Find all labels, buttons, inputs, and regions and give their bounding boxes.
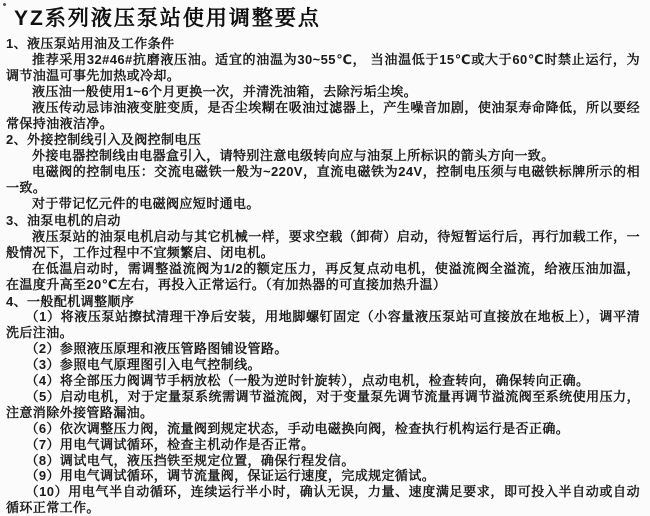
list-item-9: （9）用电气调试循环，调节流量阀，保证运行速度，完成规定循试。 <box>25 468 436 484</box>
paragraph: 液压泵站的油泵电机启动与其它机械一样，要求空载（卸荷）启动，待短暂运行后，再行加载工作，一般情况下，工作过程中不宜频繁启、闭电机。 <box>6 228 640 260</box>
section-heading-2: 2、外接控制线引入及阀控制电压 <box>6 132 202 148</box>
page-title: YZ系列液压泵站使用调整要点 <box>14 7 321 30</box>
section-heading-4: 4、一般配机调整顺序 <box>6 293 135 309</box>
paragraph: 在低温启动时，需调整溢流阀为1/2的额定压力，再反复点动电机，使溢流阀全溢流，给液压油加温，在温度升高至20℃左右，再投入正常运行。（有加热器的可直接加热升温） <box>6 260 640 292</box>
list-item-7: （7）用电气调试循环，检查主机动作是否正常。 <box>25 436 315 452</box>
paragraph: 电磁阀的控制电压：交流电磁铁一般为~220V，直流电磁铁为24V，控制电压须与电磁铁标牌所示的相一致。 <box>6 164 640 196</box>
paragraph: 推荐采用32#46#抗磨液压油。适宜的油温为30~55℃， 当油温低于15℃或大于60℃时禁止运行，为调节油温可事先加热或冷却。 <box>6 51 640 83</box>
list-item-10: （10）用电气半自动循环，连续运行半小时，确认无误，力量、速度满足要求，即可投入半自动或自动循环正常工作。 <box>6 484 640 516</box>
paragraph: 对于带记忆元件的电磁阀应短时通电。 <box>32 196 260 212</box>
paragraph: 液压传动忌讳油液变脏变质，是否尘埃糊在吸油过滤器上，产生噪音加剧，使油泵寿命降低，所以要经常保持油液洁净。 <box>6 99 640 131</box>
scan-speck <box>3 3 6 6</box>
list-item-5: （5）启动电机，对于定量泵系统需调节溢流阀，对于变量泵先调节流量再调节溢流阀至系统使用压力，注意消除外接管路漏油。 <box>6 388 640 420</box>
list-item-1: （1）将液压泵站擦拭清理干净后安装，用地脚螺钉固定（小容量液压泵站可直接放在地板上），调平清洗后注油。 <box>6 309 640 341</box>
list-item-2: （2）参照液压原理和液压管路图铺设管路。 <box>25 341 288 357</box>
list-item-4: （4）将全部压力阀调节手柄放松（一般为逆时针旋转），点动电机，检查转向，确保转向正确。 <box>25 373 590 389</box>
section-heading-1: 1、液压泵站用油及工作条件 <box>6 36 175 51</box>
paragraph: 液压油一般使用1~6个月更换一次，并清洗油箱，去除污垢尘埃。 <box>32 83 418 99</box>
paragraph: 外接电器控制线由电器盒引入，请特别注意电级转向应与油泵上所标识的箭头方向一致。 <box>32 148 555 164</box>
section-heading-3: 3、油泵电机的启动 <box>6 212 121 228</box>
list-item-3: （3）参照电气原理图引入电气控制线。 <box>25 357 261 373</box>
list-item-6: （6）依次调整压力阀，流量阀到规定状态，手动电磁换向阀，检查执行机构运行是否正确。 <box>25 420 570 436</box>
list-item-8: （8）调试电气，液压挡铁至规定位置，确保行程发信。 <box>25 452 355 468</box>
